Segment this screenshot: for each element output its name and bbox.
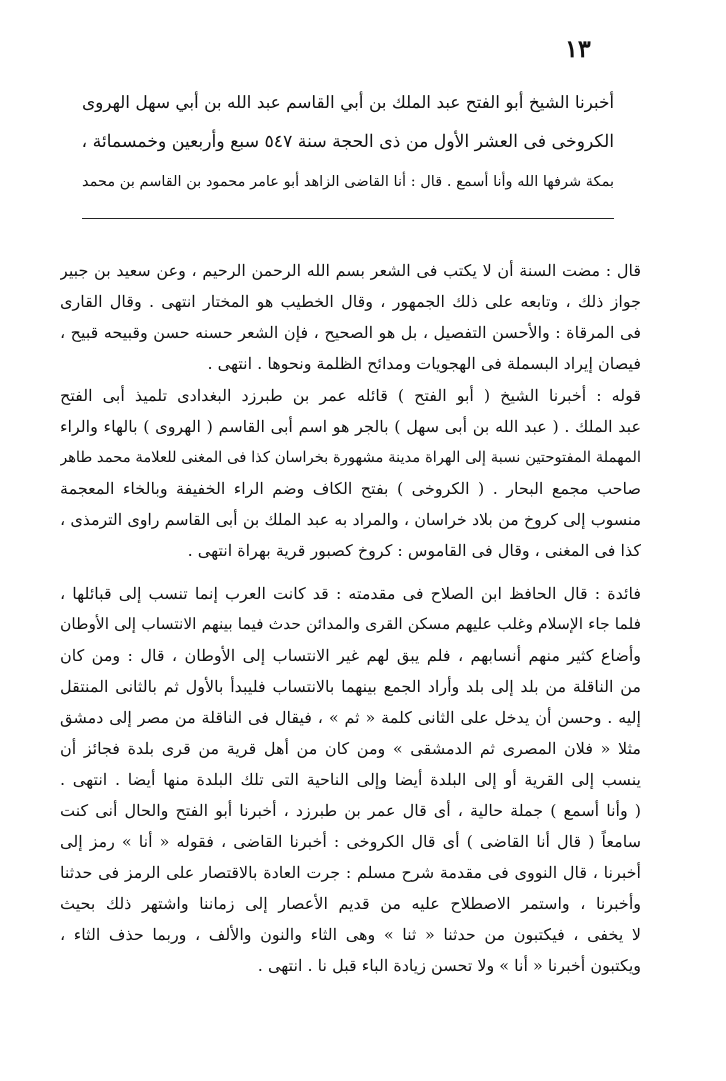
main-line: الكروخى فى العشر الأول من ذى الحجة سنة ٥٤٧ سبع وأربعين وخمسمائة ،	[82, 132, 614, 152]
note-line: المهملة المفتوحتين نسبة إلى الهراة مدينة مشهورة بخراسان كذا فى المغنى للعلامة محمد طاهر	[60, 449, 641, 466]
note-line: أخبرنا ، قال النووى فى مقدمة شرح مسلم : جرت العادة بالاقتصار على الرمز فى حدثنا	[60, 863, 641, 882]
note-line: فيصان إيراد البسملة فى الهجويات ومدائح الظلمة ونحوها . انتهى .	[207, 354, 641, 373]
note-line: فى المرقاة : والأحسن التفصيل ، بل هو الصحيح ، فإن الشعر حسنه حسن وقبيحه قبيح ،	[60, 323, 641, 342]
note-line: جواز ذلك ، وتابعه على ذلك الجمهور ، وقال الخطيب هو المختار انتهى . وقال القارى	[60, 292, 641, 311]
note-line: فلما جاء الإسلام وغلب عليهم مسكن القرى والمدائن حدث فيما بينهم الانتساب إلى الأوطان	[60, 615, 641, 633]
main-line: أخبرنا الشيخ أبو الفتح عبد الملك بن أبي القاسم عبد الله بن أبي سهل الهروى	[82, 92, 614, 112]
note-line: وأضاع كثير منهم أنسابهم ، فلم يبق لهم غير الانتساب إلى الأوطان ، قال : ومن كان	[60, 646, 641, 665]
note-line: لا يخفى ، فيكتبون من حدثنا « ثنا » وهى الثاء والنون والألف ، وربما حذف الثاء ،	[60, 925, 641, 944]
note-line: قال : مضت السنة أن لا يكتب فى الشعر بسم الله الرحمن الرحيم ، وعن سعيد بن جبير	[60, 261, 641, 280]
commentary-note-names	[60, 380, 641, 566]
note-line: ينسب إلى القرية أو إلى البلدة أيضا وإلى الناحية التى تلك البلدة منها أيضا . انتهى .	[60, 770, 641, 789]
note-line: وأخبرنا ، واستمر الاصطلاح عليه من قديم الأعصار إلى زماننا واشتهر ذلك بحيث	[60, 894, 641, 913]
note-line: سامعاً ( قال أنا القاضى ) أى قال الكروخى : أخبرنا القاضى ، فقوله « أنا » رمز إلى	[60, 832, 641, 851]
note-line: منسوب إلى كروخ من بلاد خراسان ، والمراد به عبد الملك بن أبى القاسم راوى الترمذى ،	[60, 510, 641, 529]
note-line: عبد الملك . ( عبد الله بن أبى سهل ) بالجر هو اسم أبى القاسم ( الهروى ) بالهاء والراء	[60, 417, 641, 436]
note-line: قوله : أخبرنا الشيخ ( أبو الفتح ) قائله عمر بن طبرزد البغدادى تلميذ أبى الفتح	[60, 386, 641, 405]
commentary-note-benefit	[60, 578, 641, 981]
note-line: كذا فى المغنى ، وقال فى القاموس : كروخ كصبور قرية بهراة انتهى .	[187, 541, 641, 560]
note-line: ويكتبون أخبرنا « أنا » ولا تحسن زيادة الباء قبل نا . انتهى .	[257, 956, 641, 975]
page-number: ١٣	[565, 34, 591, 63]
note-line: مثلا « فلان المصرى ثم الدمشقى » ومن كان من أهل قرية من قرى بلدة فجائز أن	[60, 739, 641, 758]
commentary-note-basmala	[60, 255, 641, 379]
note-line: صاحب مجمع البحار . ( الكروخى ) بفتح الكاف وضم الراء الخفيفة وبالخاء المعجمة	[60, 479, 641, 498]
note-line: من الناقلة من بلد إلى بلد وأراد الجمع بينهما بالانتساب فليبدأ بالأول ثم بالثانى المنتقل	[60, 677, 641, 696]
note-line: فائدة : قال الحافظ ابن الصلاح فى مقدمته : قد كانت العرب إنما تنسب إلى قبائلها ،	[60, 584, 641, 603]
hadith-chain-text	[82, 82, 614, 202]
main-line: بمكة شرفها الله وأنا أسمع . قال : أنا القاضى الزاهد أبو عامر محمود بن القاسم بن محمد	[82, 174, 614, 190]
note-line: ( وأنا أسمع ) جملة حالية ، أى قال عمر بن طبرزد ، أخبرنا أبو الفتح والحال أنى كنت	[60, 801, 641, 820]
separator-rule	[82, 218, 614, 219]
note-line: إليه . وحسن أن يدخل على الثانى كلمة « ثم » ، فيقال فى الناقلة من مصر إلى دمشق	[60, 708, 641, 727]
